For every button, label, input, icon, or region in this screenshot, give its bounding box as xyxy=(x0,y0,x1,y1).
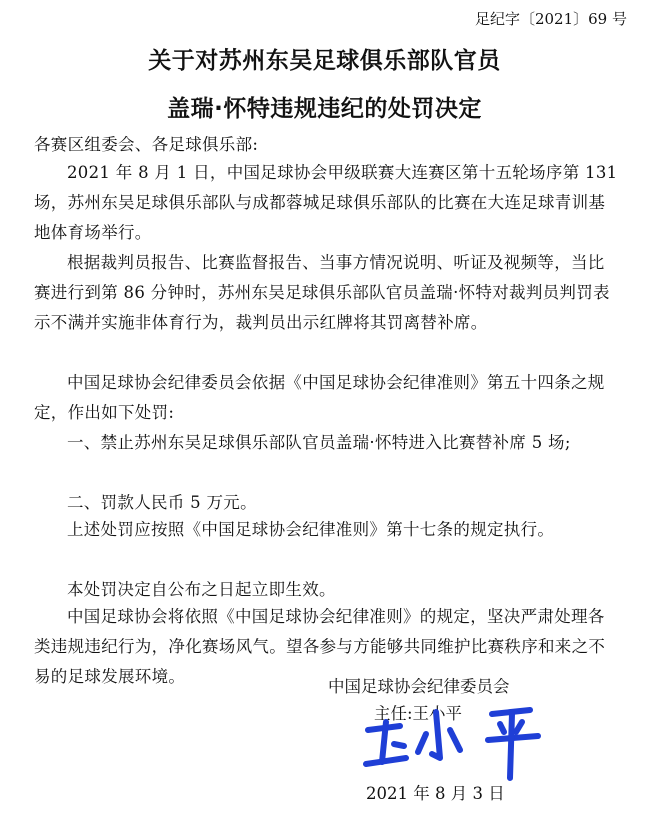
paragraph-basis: 中国足球协会纪律委员会依据《中国足球协会纪律准则》第五十四条之规定，作出如下处罚: xyxy=(34,373,605,422)
committee-name: 中国足球协会纪律委员会 xyxy=(328,677,510,696)
director-line: 主任:王小平 xyxy=(374,704,463,723)
penalty-item-2: 二、罚款人民币 5 万元。 xyxy=(67,493,257,512)
paragraph-incident: 2021 年 8 月 1 日，中国足球协会甲级联赛大连赛区第十五轮场序第 131 场，苏州东吴足球俱乐部队与成都蓉城足球俱乐部队的比赛在大连足球青训基地体育场举行。 xyxy=(34,163,618,242)
paragraph-execution: 上述处罚应按照《中国足球协会纪律准则》第十七条的规定执行。 xyxy=(67,520,555,539)
paragraph-findings: 根据裁判员报告、比赛监督报告、当事方情况说明、听证及视频等，当比赛进行到第 86 分钟时，苏州东吴足球俱乐部队官员盖瑞·怀特对裁判员判罚表示不满并实施非体育行为，裁判员出示红牌将其罚离替补席。 xyxy=(34,253,610,332)
penalty-item-1: 一、禁止苏州东吴足球俱乐部队官员盖瑞·怀特进入比赛替补席 5 场; xyxy=(67,433,571,452)
salutation: 各赛区组委会、各足球俱乐部: xyxy=(34,135,259,154)
paragraph-closing: 中国足球协会将依照《中国足球协会纪律准则》的规定，坚决严肃处理各类违规违纪行为，净化赛场风气。望各参与方能够共同维护比赛秩序和来之不易的足球发展环境。 xyxy=(34,607,606,686)
issue-date: 2021 年 8 月 3 日 xyxy=(366,784,505,803)
paragraph-effective: 本处罚决定自公布之日起立即生效。 xyxy=(67,580,336,599)
document-title-line-1: 关于对苏州东吴足球俱乐部队官员 xyxy=(148,48,501,74)
document-title-line-2: 盖瑞·怀特违规违纪的处罚决定 xyxy=(167,96,482,122)
handwritten-signature-icon xyxy=(360,700,560,782)
document-number: 足纪字〔2021〕69 号 xyxy=(474,10,627,28)
